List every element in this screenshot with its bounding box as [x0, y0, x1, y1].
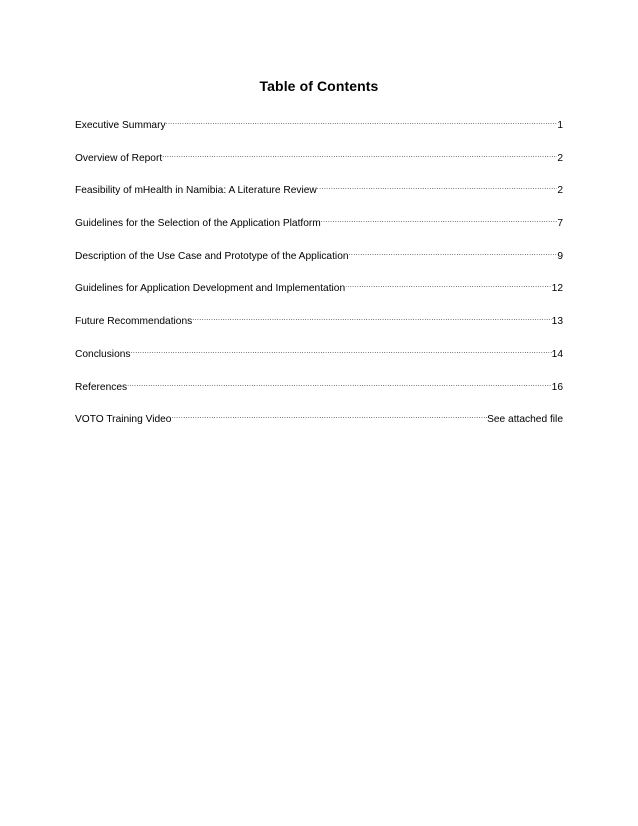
toc-entry-conclusions — [75, 343, 563, 376]
toc-entry-label: Feasibility of mHealth in Namibia: A Literature Review — [75, 185, 317, 197]
toc-dot-leader — [171, 408, 487, 422]
toc-entry-training-video — [75, 408, 563, 441]
toc-entry-page: 1 — [557, 120, 563, 131]
toc-entry-page: 2 — [557, 185, 563, 197]
toc-entry-feasibility — [75, 179, 563, 212]
toc-dot-leader — [192, 310, 551, 324]
toc-entry-page: 13 — [551, 316, 563, 328]
toc-entry-page: See attached file — [487, 414, 563, 426]
toc-entry-label: Description of the Use Case and Prototype of the Application — [75, 250, 349, 262]
toc-entry-label: Guidelines for the Selection of the Application Platform — [75, 218, 321, 230]
toc-entry-future-recommendations — [75, 310, 563, 343]
toc-dot-leader — [317, 179, 558, 193]
toc-entry-references — [75, 376, 563, 409]
toc-entry-overview-of-report — [75, 147, 563, 180]
toc-dot-leader — [162, 147, 557, 161]
toc-entry-label: References — [75, 381, 128, 393]
toc-entry-label: Guidelines for Application Development and Implementation — [75, 283, 346, 295]
toc-dot-leader — [131, 343, 552, 357]
toc-dot-leader — [321, 212, 558, 226]
toc-dot-leader — [345, 277, 552, 291]
toc-entry-label: Conclusions — [75, 348, 131, 360]
toc-entry-label: Overview of Report — [75, 152, 163, 164]
toc-entry-page: 12 — [551, 283, 563, 295]
toc-entry-executive-summary — [75, 114, 563, 147]
toc-entry-label: Future Recommendations — [75, 316, 193, 328]
toc-entry-page: 14 — [551, 348, 563, 360]
toc-entry-page: 16 — [551, 381, 563, 393]
table-of-contents — [75, 114, 563, 441]
toc-dot-leader — [349, 245, 558, 259]
toc-entry-label: Executive Summary — [75, 120, 166, 131]
toc-entry-page: 2 — [557, 152, 563, 164]
toc-entry-label: VOTO Training Video — [75, 414, 172, 426]
toc-entry-use-case — [75, 245, 563, 278]
toc-entry-page: 7 — [557, 218, 563, 230]
toc-dot-leader — [127, 376, 552, 390]
toc-entry-page: 9 — [557, 250, 563, 262]
page-title: Table of Contents — [259, 78, 379, 94]
toc-entry-development-guidelines — [75, 277, 563, 310]
toc-entry-platform-guidelines — [75, 212, 563, 245]
toc-dot-leader — [166, 114, 558, 128]
